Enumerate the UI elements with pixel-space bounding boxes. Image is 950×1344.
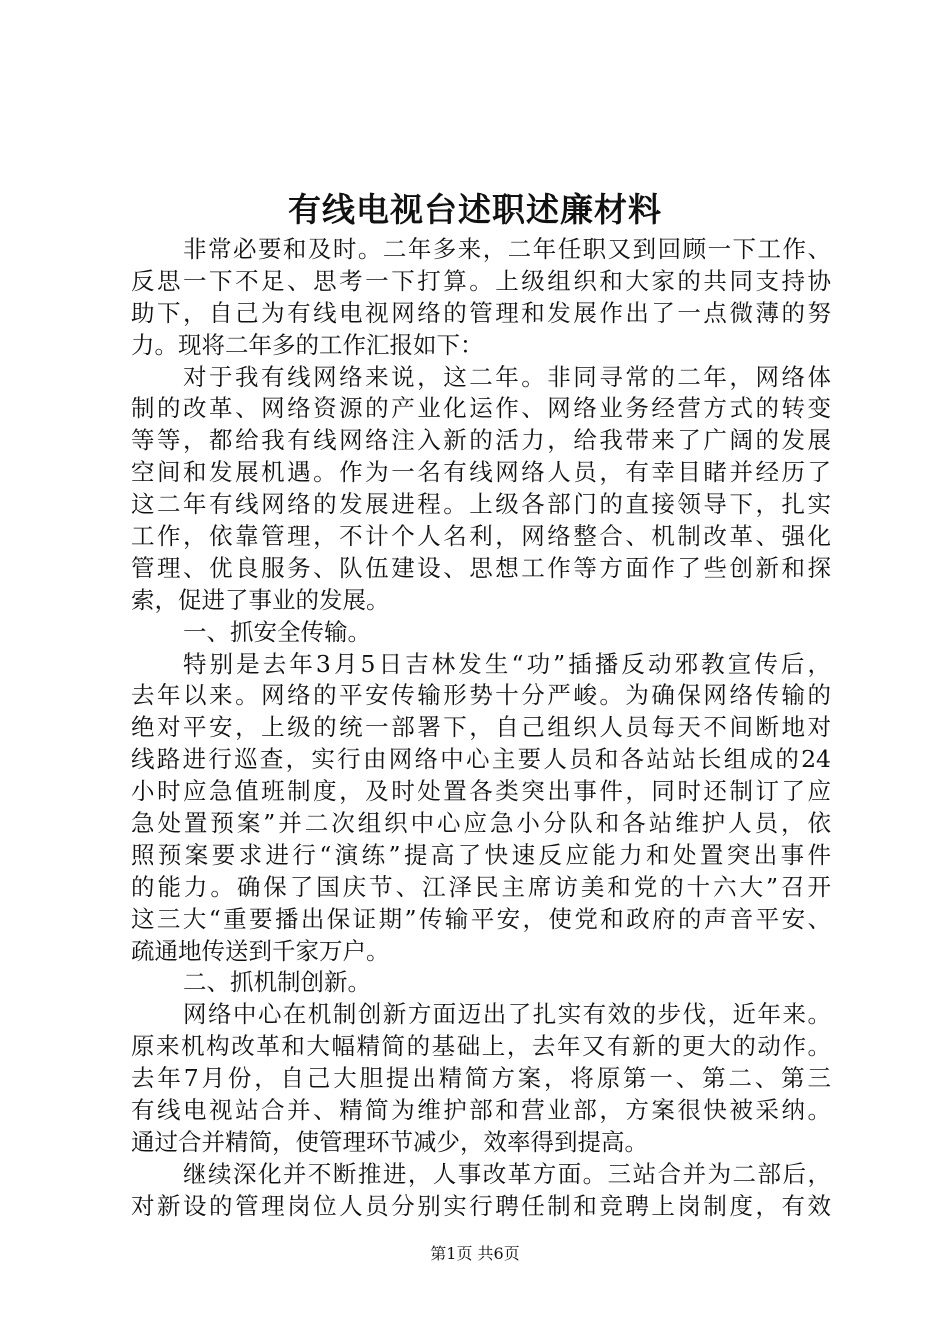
- text-line: 这二年有线网络的发展进程。上级各部门的直接领导下，扎实: [131, 490, 831, 519]
- text-line: 一、抓安全传输。: [183, 617, 371, 646]
- text-line: 工作，依靠管理，不计个人名利，网络整合、机制改革、强化: [131, 522, 831, 551]
- text-line: 原来机构改革和大幅精简的基础上，去年又有新的更大的动作。: [131, 1032, 831, 1061]
- text-line: 这三大“重要播出保证期”传输平安，使党和政府的声音平安、: [131, 904, 831, 933]
- text-line: 索，促进了事业的发展。: [131, 585, 390, 614]
- text-line: 继续深化并不断推进，人事改革方面。三站合并为二部后，: [183, 1159, 831, 1188]
- page-footer: 第1页 共6页: [430, 1244, 520, 1263]
- text-line: 线路进行巡查，实行由网络中心主要人员和各站站长组成的24: [131, 745, 831, 774]
- text-line: 助下，自己为有线电视网络的管理和发展作出了一点微薄的努: [131, 298, 831, 327]
- text-line: 照预案要求进行“演练”提高了快速反应能力和处置突出事件: [131, 840, 831, 869]
- text-line: 特别是去年3月5日吉林发生“功”插播反动邪教宣传后，: [183, 649, 831, 678]
- text-line: 力。现将二年多的工作汇报如下：: [131, 330, 484, 359]
- text-line: 反思一下不足、思考一下打算。上级组织和大家的共同支持协: [131, 266, 831, 295]
- text-line: 网络中心在机制创新方面迈出了扎实有效的步伐，近年来。: [183, 1000, 831, 1029]
- text-line: 等等，都给我有线网络注入新的活力，给我带来了广阔的发展: [131, 426, 831, 455]
- text-line: 去年以来。网络的平安传输形势十分严峻。为确保网络传输的: [131, 681, 831, 710]
- text-line: 二、抓机制创新。: [183, 968, 371, 997]
- text-line: 疏通地传送到千家万户。: [131, 936, 390, 965]
- text-line: 非常必要和及时。二年多来，二年任职又到回顾一下工作、: [183, 235, 831, 263]
- text-line: 对新设的管理岗位人员分别实行聘任制和竞聘上岗制度，有效: [131, 1191, 831, 1220]
- text-line: 绝对平安，上级的统一部署下，自己组织人员每天不间断地对: [131, 713, 831, 742]
- document-title: 有线电视台述职述廉材料: [288, 190, 662, 229]
- text-line: 空间和发展机遇。作为一名有线网络人员，有幸目睹并经历了: [131, 458, 831, 487]
- text-line: 急处置预案”并二次组织中心应急小分队和各站维护人员，依: [131, 809, 831, 838]
- text-line: 有线电视站合并、精简为维护部和营业部，方案很快被采纳。: [131, 1096, 831, 1125]
- text-line: 制的改革、网络资源的产业化运作、网络业务经营方式的转变: [131, 394, 831, 423]
- text-line: 小时应急值班制度，及时处置各类突出事件，同时还制订了应: [131, 777, 831, 806]
- text-line: 的能力。确保了国庆节、江泽民主席访美和党的十六大”召开: [131, 872, 831, 901]
- document-body: [131, 234, 831, 1223]
- text-line: 管理、优良服务、队伍建设、思想工作等方面作了些创新和探: [131, 553, 831, 582]
- text-line: 去年7月份，自己大胆提出精简方案，将原第一、第二、第三: [131, 1064, 831, 1093]
- text-line: 通过合并精简，使管理环节减少，效率得到提高。: [131, 1127, 648, 1156]
- text-line: 对于我有线网络来说，这二年。非同寻常的二年，网络体: [183, 362, 831, 391]
